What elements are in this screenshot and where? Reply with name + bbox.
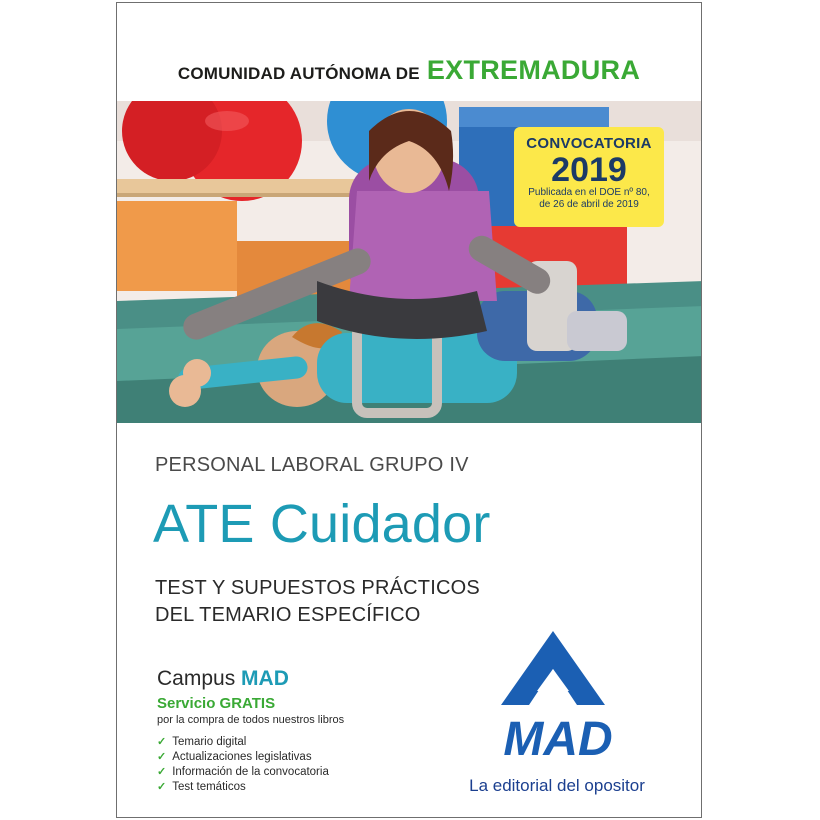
service-list	[157, 735, 329, 795]
mad-logo	[483, 629, 633, 761]
badge-line-1: Publicada en el DOE nº 80,	[528, 187, 650, 198]
mad-logo-icon	[483, 629, 633, 761]
cover-subtitle: PERSONAL LABORAL GRUPO IV	[155, 454, 469, 476]
book-cover	[116, 2, 702, 818]
description-line-2: DEL TEMARIO ESPECÍFICO	[155, 604, 421, 626]
cover-description	[155, 575, 480, 629]
list-item: ✓ Temario digital	[157, 736, 247, 748]
header-region: EXTREMADURA	[426, 55, 641, 85]
cover-title: ATE Cuidador	[153, 494, 491, 554]
description-line-1: TEST Y SUPUESTOS PRÁCTICOS	[155, 577, 480, 599]
badge-year: 2019	[551, 151, 627, 189]
convocatoria-badge	[514, 127, 664, 227]
check-icon: ✓	[157, 736, 167, 748]
logo-text: MAD	[503, 713, 613, 761]
campus-brand: MAD	[241, 667, 289, 690]
header-prefix: COMUNIDAD AUTÓNOMA DE	[177, 64, 420, 83]
badge-label: CONVOCATORIA	[526, 135, 652, 152]
check-icon: ✓	[157, 781, 167, 793]
cover-header	[117, 55, 701, 86]
publisher-tagline: La editorial del opositor	[469, 776, 645, 795]
campus-word: Campus	[157, 667, 236, 690]
list-item: ✓ Actualizaciones legislativas	[157, 751, 312, 763]
check-icon: ✓	[157, 766, 167, 778]
service-note: por la compra de todos nuestros libros	[157, 714, 345, 726]
service-free: Servicio GRATIS	[157, 695, 276, 712]
campus-heading	[157, 667, 289, 691]
list-item: ✓ Test temáticos	[157, 781, 246, 793]
check-icon: ✓	[157, 751, 167, 763]
badge-line-2: de 26 de abril de 2019	[539, 199, 639, 210]
list-item: ✓ Información de la convocatoria	[157, 766, 329, 778]
